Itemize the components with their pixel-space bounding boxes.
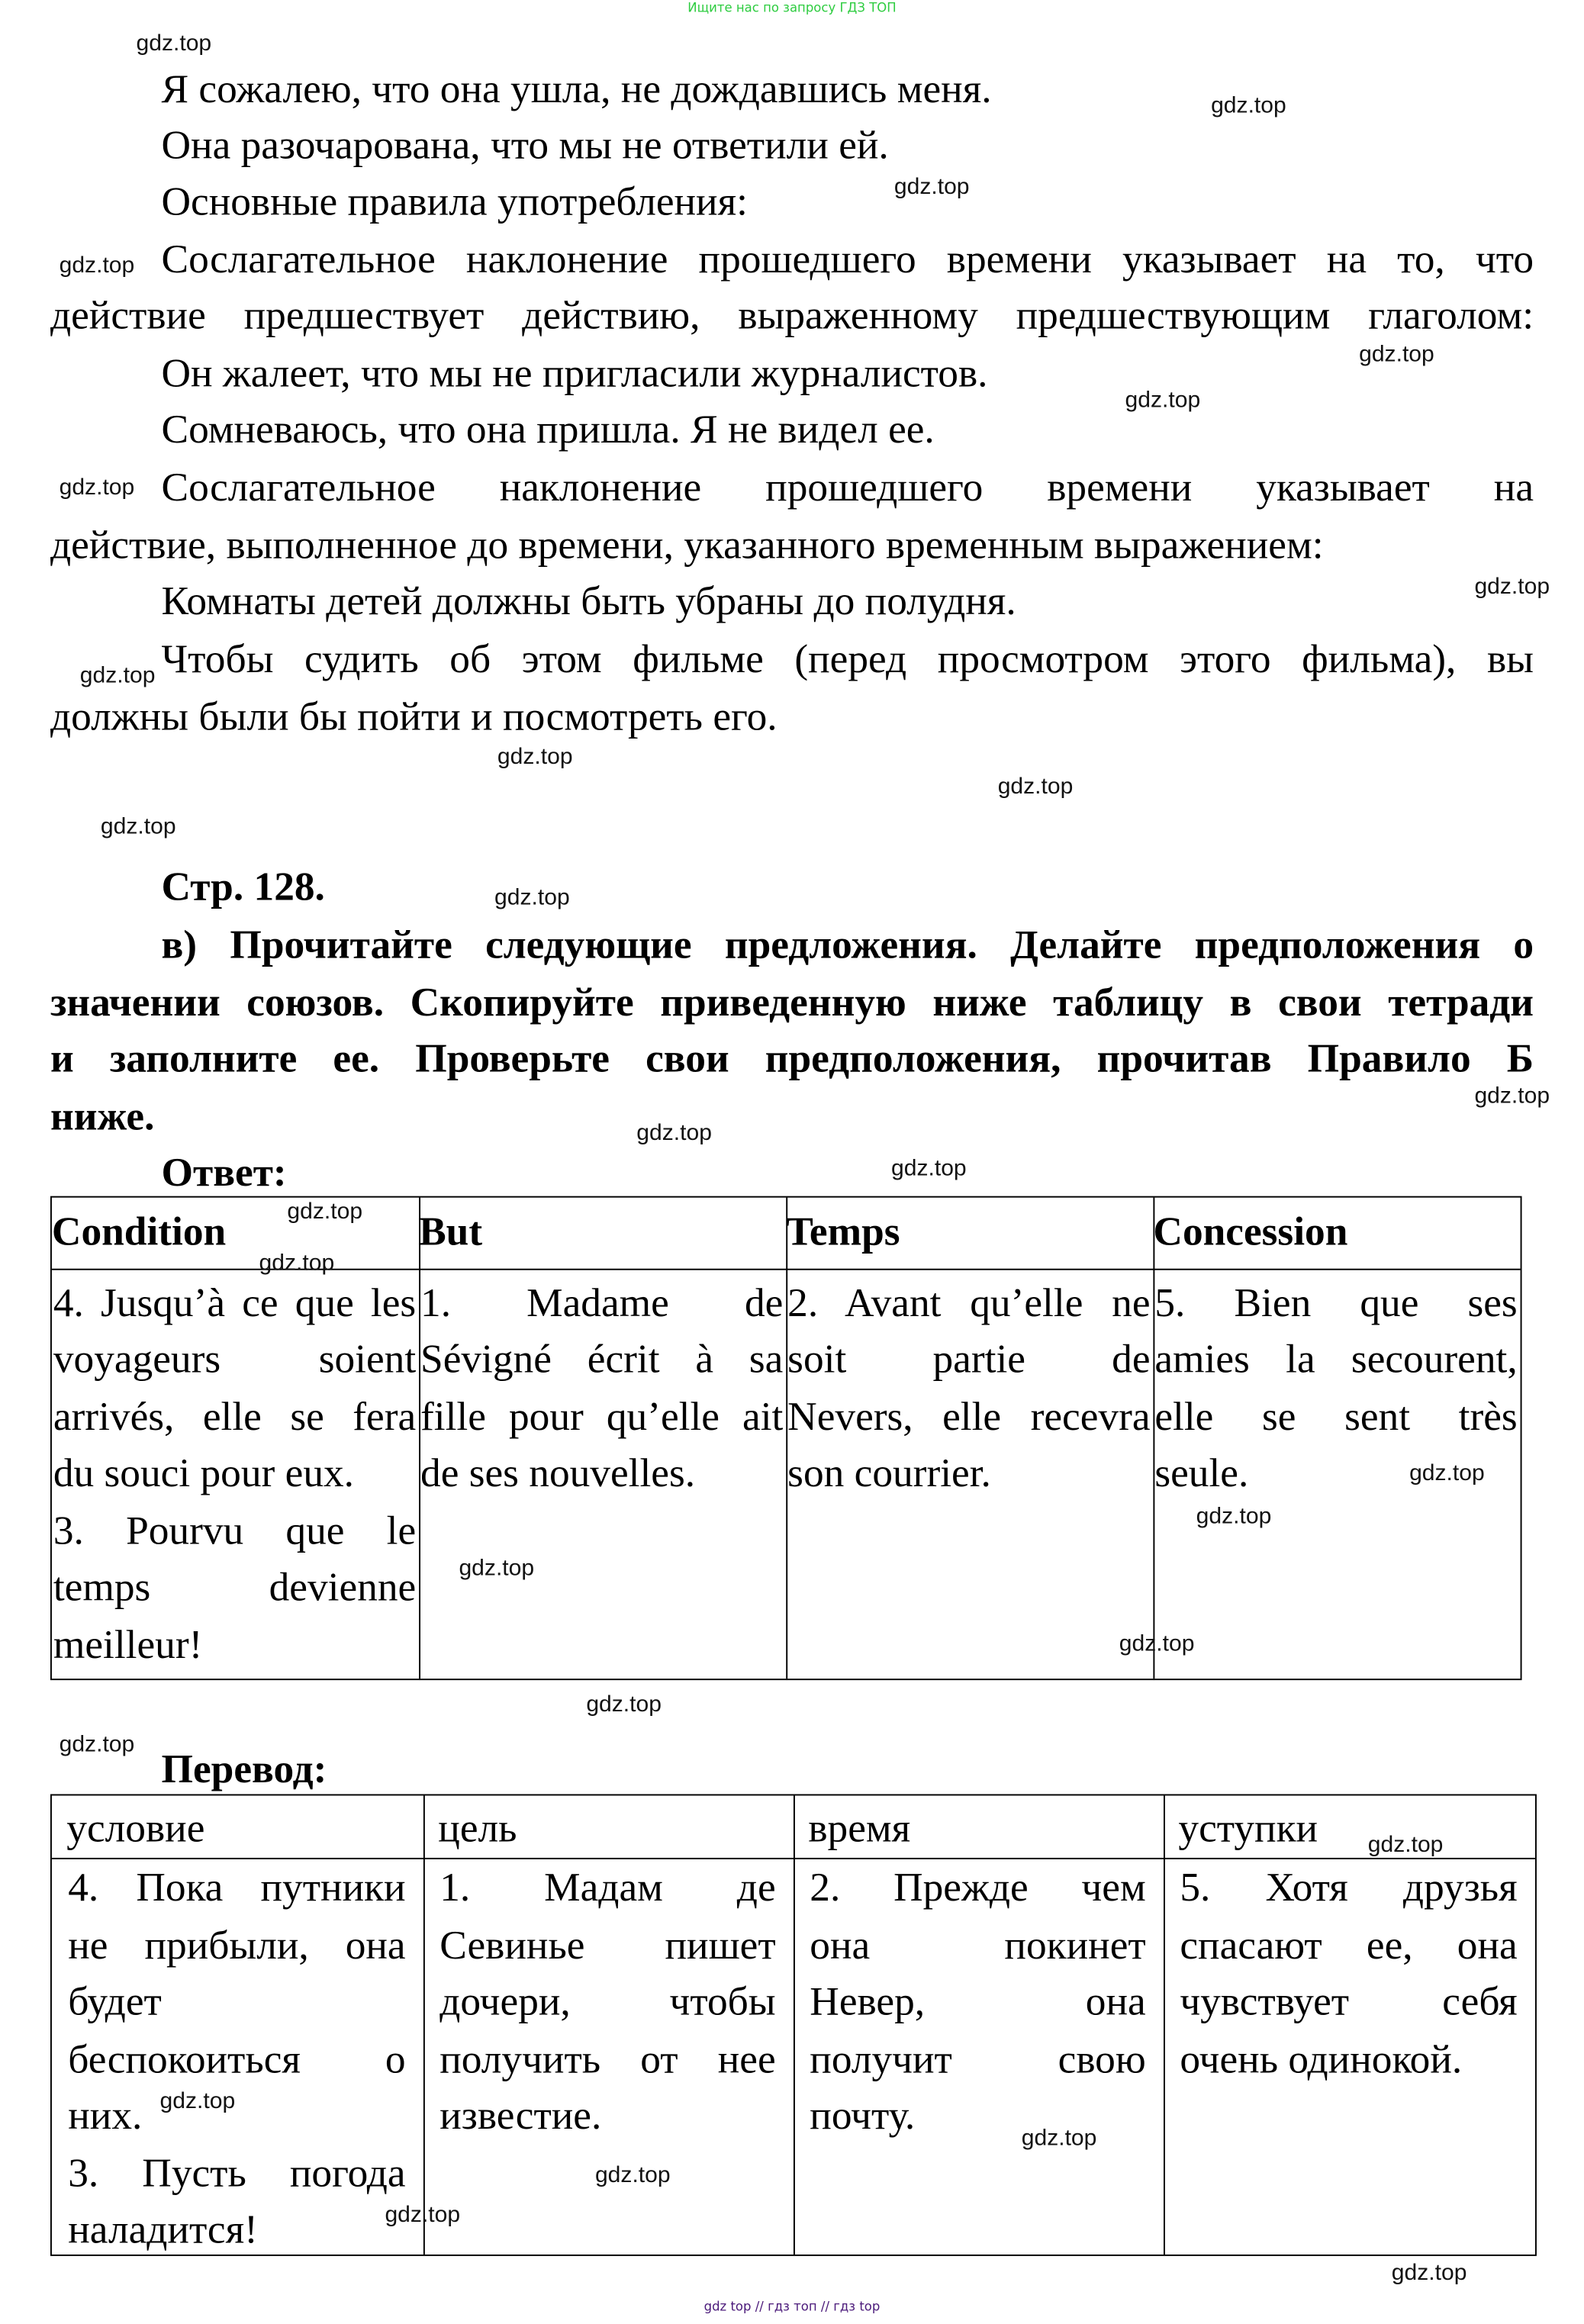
table-cell-line: 5. Bien que ses (1154, 1279, 1518, 1325)
watermark: gdz.top (1474, 1083, 1550, 1109)
watermark: gdz.top (100, 814, 176, 840)
watermark: gdz.top (59, 253, 135, 278)
table-cell-line: son courrier. (787, 1449, 991, 1495)
table-cell-line: получить от нее (439, 2035, 776, 2081)
watermark: gdz.top (1119, 1631, 1195, 1657)
table-cell-line: Nevers, elle recevra (787, 1392, 1151, 1439)
table-cell-line: seule. (1154, 1449, 1249, 1495)
watermark: gdz.top (459, 1556, 535, 1582)
search-banner[interactable]: Ищите нас по запросу ГДЗ ТОП (687, 1, 897, 17)
watermark: gdz.top (259, 1251, 335, 1276)
watermark: gdz.top (497, 744, 573, 770)
watermark: gdz.top (1196, 1504, 1272, 1530)
watermark: gdz.top (1211, 93, 1286, 119)
watermark: gdz.top (891, 1156, 967, 1182)
table-cell-line: очень одинокой. (1180, 2035, 1463, 2081)
watermark: gdz.top (594, 2162, 671, 2188)
table-cell-line: не прибыли, она (68, 1921, 406, 1968)
table-cell-line: de ses nouvelles. (420, 1449, 696, 1495)
watermark: gdz.top (1021, 2126, 1097, 2152)
header-divider (52, 1858, 1535, 1859)
watermark: gdz.top (385, 2203, 461, 2229)
watermark: gdz.top (893, 174, 970, 200)
text-line: Сомневаюсь, что она пришла. Я не видел ее. (161, 405, 935, 452)
text-line: Сослагательное наклонение прошедшего времени указывает на (161, 463, 1534, 510)
table-cell-line: amies la secourent, (1154, 1335, 1518, 1382)
text-line: Комнаты детей должны быть убраны до полудня. (161, 577, 1016, 623)
table-cell-line: 2. Avant qu’elle ne (787, 1279, 1151, 1325)
heading-line: ниже. (50, 1092, 155, 1139)
table-header-cell: время (808, 1804, 911, 1851)
heading-line: значении союзов. Скопируйте приведенную ниже таблицу в свои тетради (50, 978, 1534, 1025)
table-header-cell: Condition (51, 1208, 227, 1254)
table-cell-line: Севинье пишет (439, 1921, 776, 1968)
table-cell-line: Невер, она (810, 1978, 1146, 2024)
watermark: gdz.top (1359, 342, 1434, 368)
watermark: gdz.top (494, 885, 570, 911)
table-cell-line: чувствует себя (1180, 1978, 1518, 2024)
watermark: gdz.top (287, 1199, 363, 1225)
table-cell-line: fille pour qu’elle ait (420, 1392, 784, 1439)
table-cell-line: 1. Madame de (420, 1279, 784, 1325)
watermark: gdz.top (136, 31, 212, 56)
table-cell-line: soit partie de (787, 1335, 1151, 1382)
table-cell-line: elle se sent très (1154, 1392, 1518, 1439)
heading-line: Ответ: (161, 1148, 287, 1195)
text-line: Он жалеет, что мы не пригласили журналистов. (161, 349, 988, 396)
heading-line: Стр. 128. (161, 863, 325, 909)
text-line: действие, выполненное до времени, указанного временным выражением: (50, 520, 1324, 568)
watermark: gdz.top (1367, 1832, 1444, 1858)
table-cell-line: получит свою (810, 2035, 1146, 2081)
table-cell-line: 1. Мадам де (439, 1863, 776, 1910)
table-header-cell: Temps (786, 1208, 900, 1254)
table-cell-line: 3. Пусть погода (68, 2149, 406, 2196)
text-line: должны были бы пойти и посмотреть его. (50, 693, 778, 739)
footer-links[interactable]: gdz top // гдз топ // гдз top (703, 2300, 881, 2316)
table-cell-line: беспокоиться о (68, 2035, 406, 2081)
table-cell-line: почту. (810, 2091, 916, 2138)
table-header-cell: условие (66, 1804, 205, 1851)
table-header-cell: цель (438, 1804, 517, 1851)
watermark: gdz.top (1409, 1460, 1485, 1486)
watermark: gdz.top (1474, 574, 1550, 600)
watermark: gdz.top (59, 475, 135, 501)
table-cell-line: temps devienne (53, 1563, 417, 1609)
column-divider (794, 1795, 795, 2254)
table-header-cell: Concession (1153, 1208, 1348, 1254)
watermark: gdz.top (59, 1732, 135, 1758)
watermark: gdz.top (1391, 2260, 1467, 2286)
table-cell-line: du souci pour eux. (53, 1449, 355, 1495)
table-cell-line: наладится! (68, 2205, 258, 2252)
watermark: gdz.top (159, 2088, 236, 2114)
table-cell-line: voyageurs soient (53, 1335, 417, 1382)
heading-line: в) Прочитайте следующие предложения. Делайте предположения о (161, 920, 1534, 967)
table-cell-line: Sévigné écrit à sa (420, 1335, 784, 1382)
watermark: gdz.top (79, 663, 156, 689)
table-cell-line: 5. Хотя друзья (1180, 1863, 1518, 1910)
table-cell-line: 4. Пока путники (68, 1863, 406, 1910)
table-cell-line: будет (68, 1978, 162, 2024)
text-line: действие предшествует действию, выраженному предшествующим глаголом: (50, 291, 1534, 338)
table-cell-line: них. (68, 2091, 143, 2138)
table-cell-line: 2. Прежде чем (810, 1863, 1146, 1910)
watermark: gdz.top (997, 774, 1074, 800)
text-line: Основные правила употребления: (161, 177, 748, 224)
table-cell-line: 3. Pourvu que le (53, 1507, 417, 1553)
table-cell-line: она покинет (810, 1921, 1146, 1968)
table-cell-line: arrivés, elle se fera (53, 1392, 417, 1439)
column-divider (423, 1795, 425, 2254)
table-header-cell: уступки (1178, 1804, 1318, 1851)
text-line: Чтобы судить об этом фильме (перед просмотром этого фильма), вы (161, 635, 1534, 681)
heading-line: и заполните ее. Проверьте свои предположения, прочитав Правило Б (50, 1035, 1534, 1081)
text-line: Сослагательное наклонение прошедшего времени указывает на то, что (161, 235, 1534, 282)
heading-line: Перевод: (161, 1745, 327, 1791)
table-cell-line: 4. Jusqu’à ce que les (53, 1279, 417, 1325)
table-cell-line: спасают ее, она (1180, 1921, 1518, 1968)
table-cell-line: известие. (439, 2091, 602, 2138)
watermark: gdz.top (636, 1120, 712, 1146)
text-line: Я сожалею, что она ушла, не дождавшись меня. (161, 65, 992, 111)
table-header-cell: But (419, 1208, 483, 1254)
column-divider (1164, 1795, 1165, 2254)
watermark: gdz.top (1125, 388, 1201, 414)
text-line: Она разочарована, что мы не ответили ей. (161, 121, 889, 168)
watermark: gdz.top (586, 1691, 662, 1717)
table-cell-line: дочери, чтобы (439, 1978, 776, 2024)
table-cell-line: meilleur! (53, 1621, 203, 1667)
